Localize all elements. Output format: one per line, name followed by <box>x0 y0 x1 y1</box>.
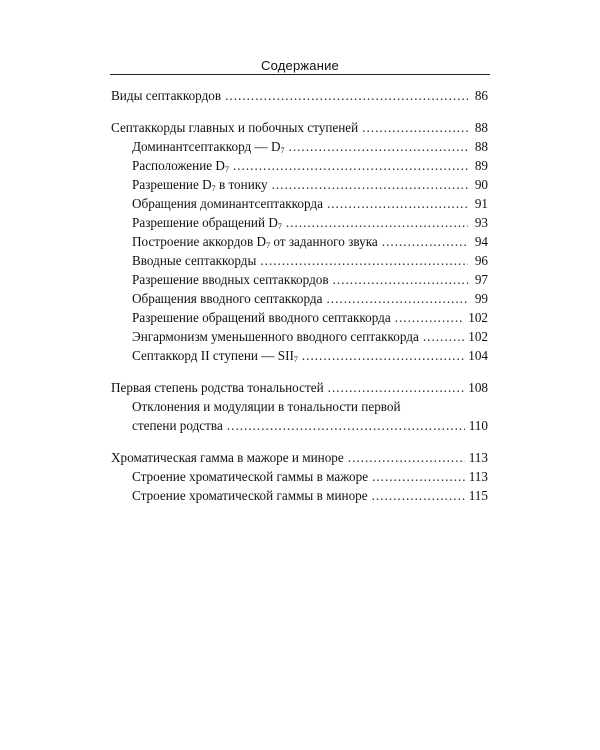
subscript-index: 7 <box>280 146 285 155</box>
dot-leader <box>362 118 468 137</box>
dot-leader <box>233 156 468 175</box>
page-number: 104 <box>468 348 488 363</box>
dot-leader <box>272 175 468 194</box>
subscript-index: 7 <box>224 165 229 174</box>
subscript-index: 7 <box>293 355 298 364</box>
toc-entry-label: Отклонения и модуляции в тональности первой <box>132 399 401 414</box>
dot-leader <box>333 270 468 289</box>
toc-entry-label: Разрешение обращений вводного септаккорда <box>132 310 391 325</box>
page-number: 93 <box>474 215 488 230</box>
dot-leader <box>260 251 468 270</box>
dot-leader <box>289 137 468 156</box>
toc-entry[interactable] <box>111 346 488 365</box>
subscript-index: 7 <box>266 241 271 250</box>
toc-entry[interactable] <box>111 308 488 327</box>
toc-entry[interactable] <box>111 327 488 346</box>
toc-entry-label: Вводные септаккорды <box>132 253 257 268</box>
page-number: 108 <box>468 380 488 395</box>
toc-entry-label: Обращения доминантсептаккорда <box>132 196 323 211</box>
page-number: 113 <box>468 450 488 465</box>
toc-entry-label: Первая степень родства тональностей <box>111 380 324 395</box>
dot-leader <box>327 289 469 308</box>
dot-leader <box>225 86 468 105</box>
toc-entry-label: Обращения вводного септаккорда <box>132 291 323 306</box>
toc-entry[interactable] <box>111 378 488 397</box>
toc-section <box>111 118 488 365</box>
dot-leader <box>423 327 464 346</box>
toc-entry[interactable] <box>111 270 488 289</box>
dot-leader <box>372 467 465 486</box>
toc-section <box>111 448 488 505</box>
dot-leader <box>372 486 465 505</box>
dot-leader <box>382 232 468 251</box>
page-number: 89 <box>474 158 488 173</box>
dot-leader <box>286 213 468 232</box>
toc-entry[interactable] <box>111 175 488 194</box>
toc-entry[interactable] <box>111 467 488 486</box>
toc-entry[interactable] <box>111 86 488 105</box>
toc-entry[interactable] <box>111 232 488 251</box>
page-number: 102 <box>468 329 488 344</box>
page-number: 96 <box>474 253 488 268</box>
toc-entry[interactable] <box>111 251 488 270</box>
page-number: 115 <box>468 488 488 503</box>
page-number: 97 <box>474 272 488 287</box>
toc-entry[interactable] <box>111 486 488 505</box>
subscript-index: 7 <box>211 184 216 193</box>
dot-leader <box>328 378 465 397</box>
page-number: 88 <box>474 120 488 135</box>
toc-section <box>111 378 488 435</box>
toc-entry-label: Расположение $D_7$ <box>132 158 229 174</box>
toc-entry[interactable] <box>111 416 488 435</box>
toc-entry[interactable] <box>111 194 488 213</box>
toc-entry-label: Разрешение вводных септаккордов <box>132 272 329 287</box>
toc-entry-label: Хроматическая гамма в мажоре и миноре <box>111 450 344 465</box>
toc-entry-label: Доминантсептаккорд — $D_7$ <box>132 139 285 155</box>
page-number: 113 <box>468 469 488 484</box>
running-header: Содержание <box>261 58 339 73</box>
page-number: 94 <box>474 234 488 249</box>
toc-entry-label: степени родства <box>132 418 223 433</box>
toc-entry[interactable] <box>111 289 488 308</box>
dot-leader <box>227 416 465 435</box>
dot-leader <box>348 448 465 467</box>
toc-entry-label: Разрешение обращений $D_7$ <box>132 215 282 231</box>
toc-entry[interactable] <box>111 213 488 232</box>
toc-entry-label: Септаккорд II ступени — $SII_7$ <box>132 348 298 364</box>
page-number: 88 <box>474 139 488 154</box>
toc-entry-label: Строение хроматической гаммы в миноре <box>132 488 368 503</box>
dot-leader <box>327 194 468 213</box>
toc-entry-label: Септаккорды главных и побочных ступеней <box>111 120 359 135</box>
dot-leader <box>395 308 465 327</box>
toc-entry[interactable] <box>111 156 488 175</box>
toc-entry-label: Энгармонизм уменьшенного вводного септаккорда <box>132 329 419 344</box>
page-number: 90 <box>474 177 488 192</box>
toc-entry-label: Виды септаккордов <box>111 88 222 103</box>
page-number: 91 <box>474 196 488 211</box>
toc-entry-label: Разрешение $D_7$ в тонику <box>132 177 268 193</box>
toc-entry-label: Строение хроматической гаммы в мажоре <box>132 469 369 484</box>
toc-entry-line <box>111 397 488 416</box>
header-rule <box>110 74 490 75</box>
table-of-contents <box>111 86 488 505</box>
subscript-index: 7 <box>277 222 282 231</box>
page-number: 110 <box>468 418 488 433</box>
toc-entry[interactable] <box>111 448 488 467</box>
page-number: 102 <box>468 310 488 325</box>
page-number: 86 <box>474 88 488 103</box>
page-number: 99 <box>474 291 488 306</box>
toc-entry[interactable] <box>111 118 488 137</box>
dot-leader <box>302 346 464 365</box>
toc-entry[interactable] <box>111 137 488 156</box>
toc-section <box>111 86 488 105</box>
toc-entry-label: Построение аккордов $D_7$ от заданного звука <box>132 234 378 250</box>
